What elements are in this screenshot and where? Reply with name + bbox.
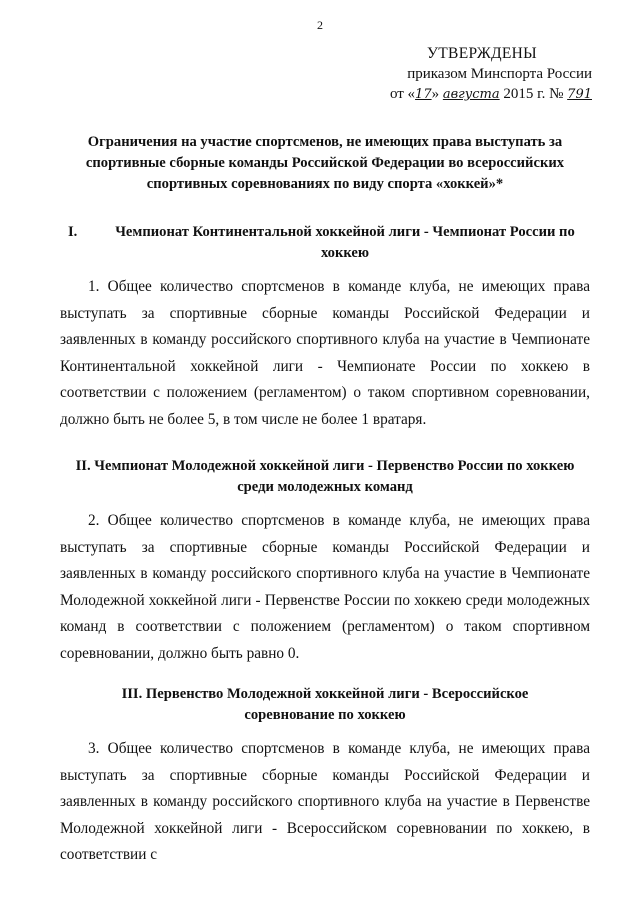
- date-mid: »: [431, 86, 440, 102]
- approval-title: УТВЕРЖДЕНЫ: [427, 45, 537, 62]
- date-prefix: от «: [389, 86, 416, 102]
- section-3-heading: [110, 684, 540, 726]
- approval-date-line: [312, 84, 592, 105]
- section-2-heading: [60, 456, 590, 498]
- section-1-paragraph: 1. Общее количество спортсменов в команде клуба, не имеющих права выступать за спортивные сборные команды Российской Федерации и заявленных в команду российского спортивного клуба на участие в Чемпионате Континентальной хоккейной лиги - Чемпионате России по хоккею в соответствии с положением (регламентом) о таком спортивном соревновании, должно быть не более 5, в том числе не более 1 вратаря.: [60, 278, 590, 428]
- date-year: 2015 г. №: [503, 86, 564, 102]
- section-3-numeral: III.: [121, 686, 143, 702]
- section-2-numeral: II.: [75, 458, 91, 474]
- page-number: 2: [317, 18, 323, 32]
- order-number: 791: [567, 87, 592, 102]
- section-1-numeral: I.: [68, 224, 78, 240]
- section-2-title: II. Чемпионат Молодежной хоккейной лиги - Первенство России по хоккею среди молодежных команд: [75, 458, 575, 495]
- section-2-paragraph: 2. Общее количество спортсменов в команде клуба, не имеющих права выступать за спортивные сборные команды Российской Федерации и заявленных в команду российского спортивного клуба на участие в Чемпионате Молодежной хоккейной лиги - Первенстве России по хоккею среди молодежных команд в соответствии с положением (регламентом) о таком спортивном соревновании, должно быть равно 0.: [60, 512, 590, 662]
- document-title: Ограничения на участие спортсменов, не имеющих права выступать за спортивные сборные команды Российской Федерации во всероссийских спортивных соревнованиях по виду спорта «хоккей»*: [85, 134, 565, 192]
- section-3-paragraph: 3. Общее количество спортсменов в команде клуба, не имеющих права выступать за спортивные сборные команды Российской Федерации и заявленных в команду российского спортивного клуба на участие в Первенстве Молодежной хоккейной лиги - Всероссийском соревновании по хоккею, в соответствии с: [60, 740, 590, 863]
- approval-order-line: приказом Минспорта России: [407, 66, 592, 82]
- section-1-title: Чемпионат Континентальной хоккейной лиги - Чемпионат России по хоккею: [115, 224, 575, 261]
- approval-stamp: [312, 44, 592, 105]
- section-3-title: III. Первенство Молодежной хоккейной лиги - Всероссийское соревнование по хоккею: [121, 686, 529, 723]
- date-day: 17: [415, 87, 432, 102]
- section-1-heading: [60, 222, 590, 264]
- date-month: августа: [442, 87, 500, 102]
